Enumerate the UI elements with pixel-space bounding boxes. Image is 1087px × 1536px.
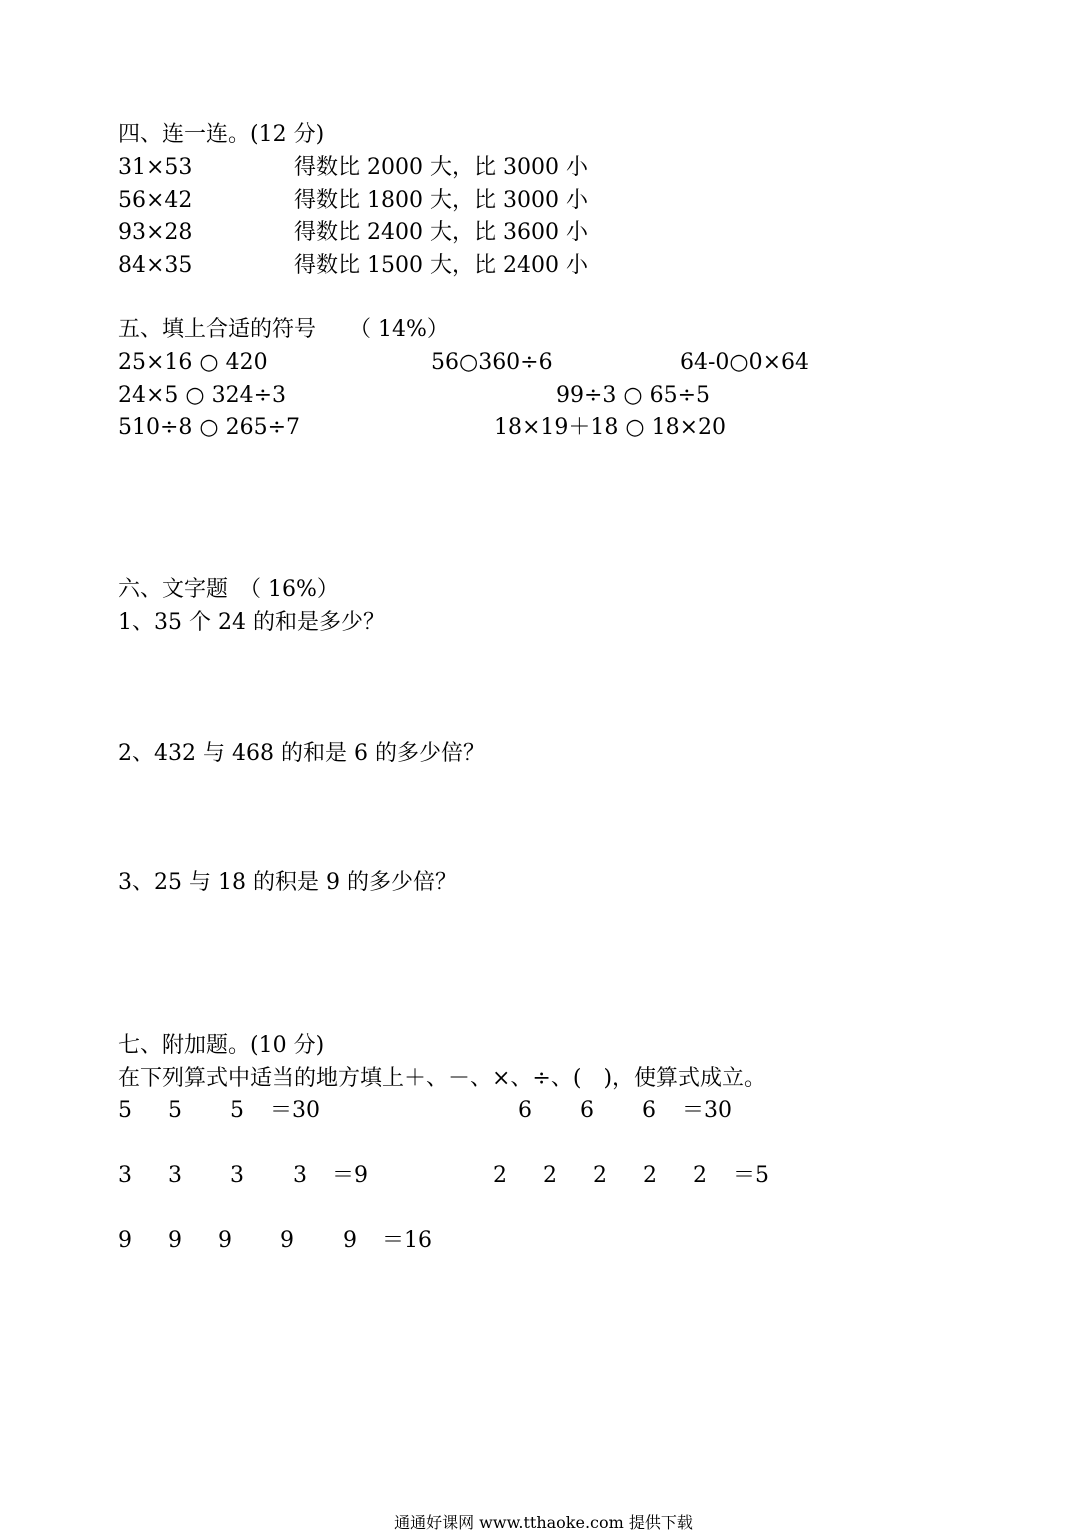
expr-56x42: 56×42 [118,188,193,213]
word-problem-2: 2、432 与 468 的和是 6 的多少倍？ [118,741,485,766]
word-problem-1: 1、35 个 24 的和是多少？ [118,610,385,635]
eq3-num: 3 [168,1163,182,1188]
compare-item-4: 24×5 ○ 324÷3 [118,383,287,408]
eq4-num: 2 [493,1163,507,1188]
eq4-num: 2 [543,1163,557,1188]
eq2-num: 6 [642,1098,656,1123]
expr-84x35: 84×35 [118,253,193,278]
eq5-result: ＝16 [382,1228,432,1253]
eq5-num: 9 [343,1228,357,1253]
eq4-num: 2 [593,1163,607,1188]
eq4-num: 2 [693,1163,707,1188]
range-2: 得数比 1800 大，比 3000 小 [294,188,588,213]
eq1-num: 5 [230,1098,244,1123]
range-1: 得数比 2000 大，比 3000 小 [294,155,588,180]
eq1-num: 5 [168,1098,182,1123]
section-6-title: 六、文字题 （ 16%） [118,577,339,602]
eq3-num: 3 [230,1163,244,1188]
compare-item-3: 64-0○0×64 [680,350,810,375]
eq4-result: ＝5 [733,1163,769,1188]
page-footer: 通通好课网 www.tthaoke.com 提供下载 [394,1513,693,1532]
compare-item-5: 99÷3 ○ 65÷5 [556,383,711,408]
eq1-num: 5 [118,1098,132,1123]
range-4: 得数比 1500 大，比 2400 小 [294,253,588,278]
eq2-result: ＝30 [682,1098,732,1123]
expr-93x28: 93×28 [118,220,193,245]
compare-item-2: 56○360÷6 [431,350,553,375]
section-5-title: 五、填上合适的符号 （ 14%） [118,317,449,342]
eq1-result: ＝30 [270,1098,320,1123]
eq5-num: 9 [280,1228,294,1253]
eq4-num: 2 [643,1163,657,1188]
eq5-num: 9 [118,1228,132,1253]
section-4-title: 四、连一连。(12 分) [118,122,325,147]
eq3-num: 3 [118,1163,132,1188]
section-7-instruction: 在下列算式中适当的地方填上＋、－、×、÷、( )，使算式成立。 [118,1066,767,1091]
range-3: 得数比 2400 大，比 3600 小 [294,220,588,245]
eq3-result: ＝9 [332,1163,368,1188]
word-problem-3: 3、25 与 18 的积是 9 的多少倍？ [118,870,457,895]
eq5-num: 9 [168,1228,182,1253]
expr-31x53: 31×53 [118,155,193,180]
eq5-num: 9 [218,1228,232,1253]
compare-item-1: 25×16 ○ 420 [118,350,268,375]
section-7-title: 七、附加题。(10 分) [118,1033,325,1058]
eq3-num: 3 [293,1163,307,1188]
eq2-num: 6 [580,1098,594,1123]
eq2-num: 6 [518,1098,532,1123]
compare-item-7: 18×19＋18 ○ 18×20 [494,415,727,440]
compare-item-6: 510÷8 ○ 265÷7 [118,415,301,440]
